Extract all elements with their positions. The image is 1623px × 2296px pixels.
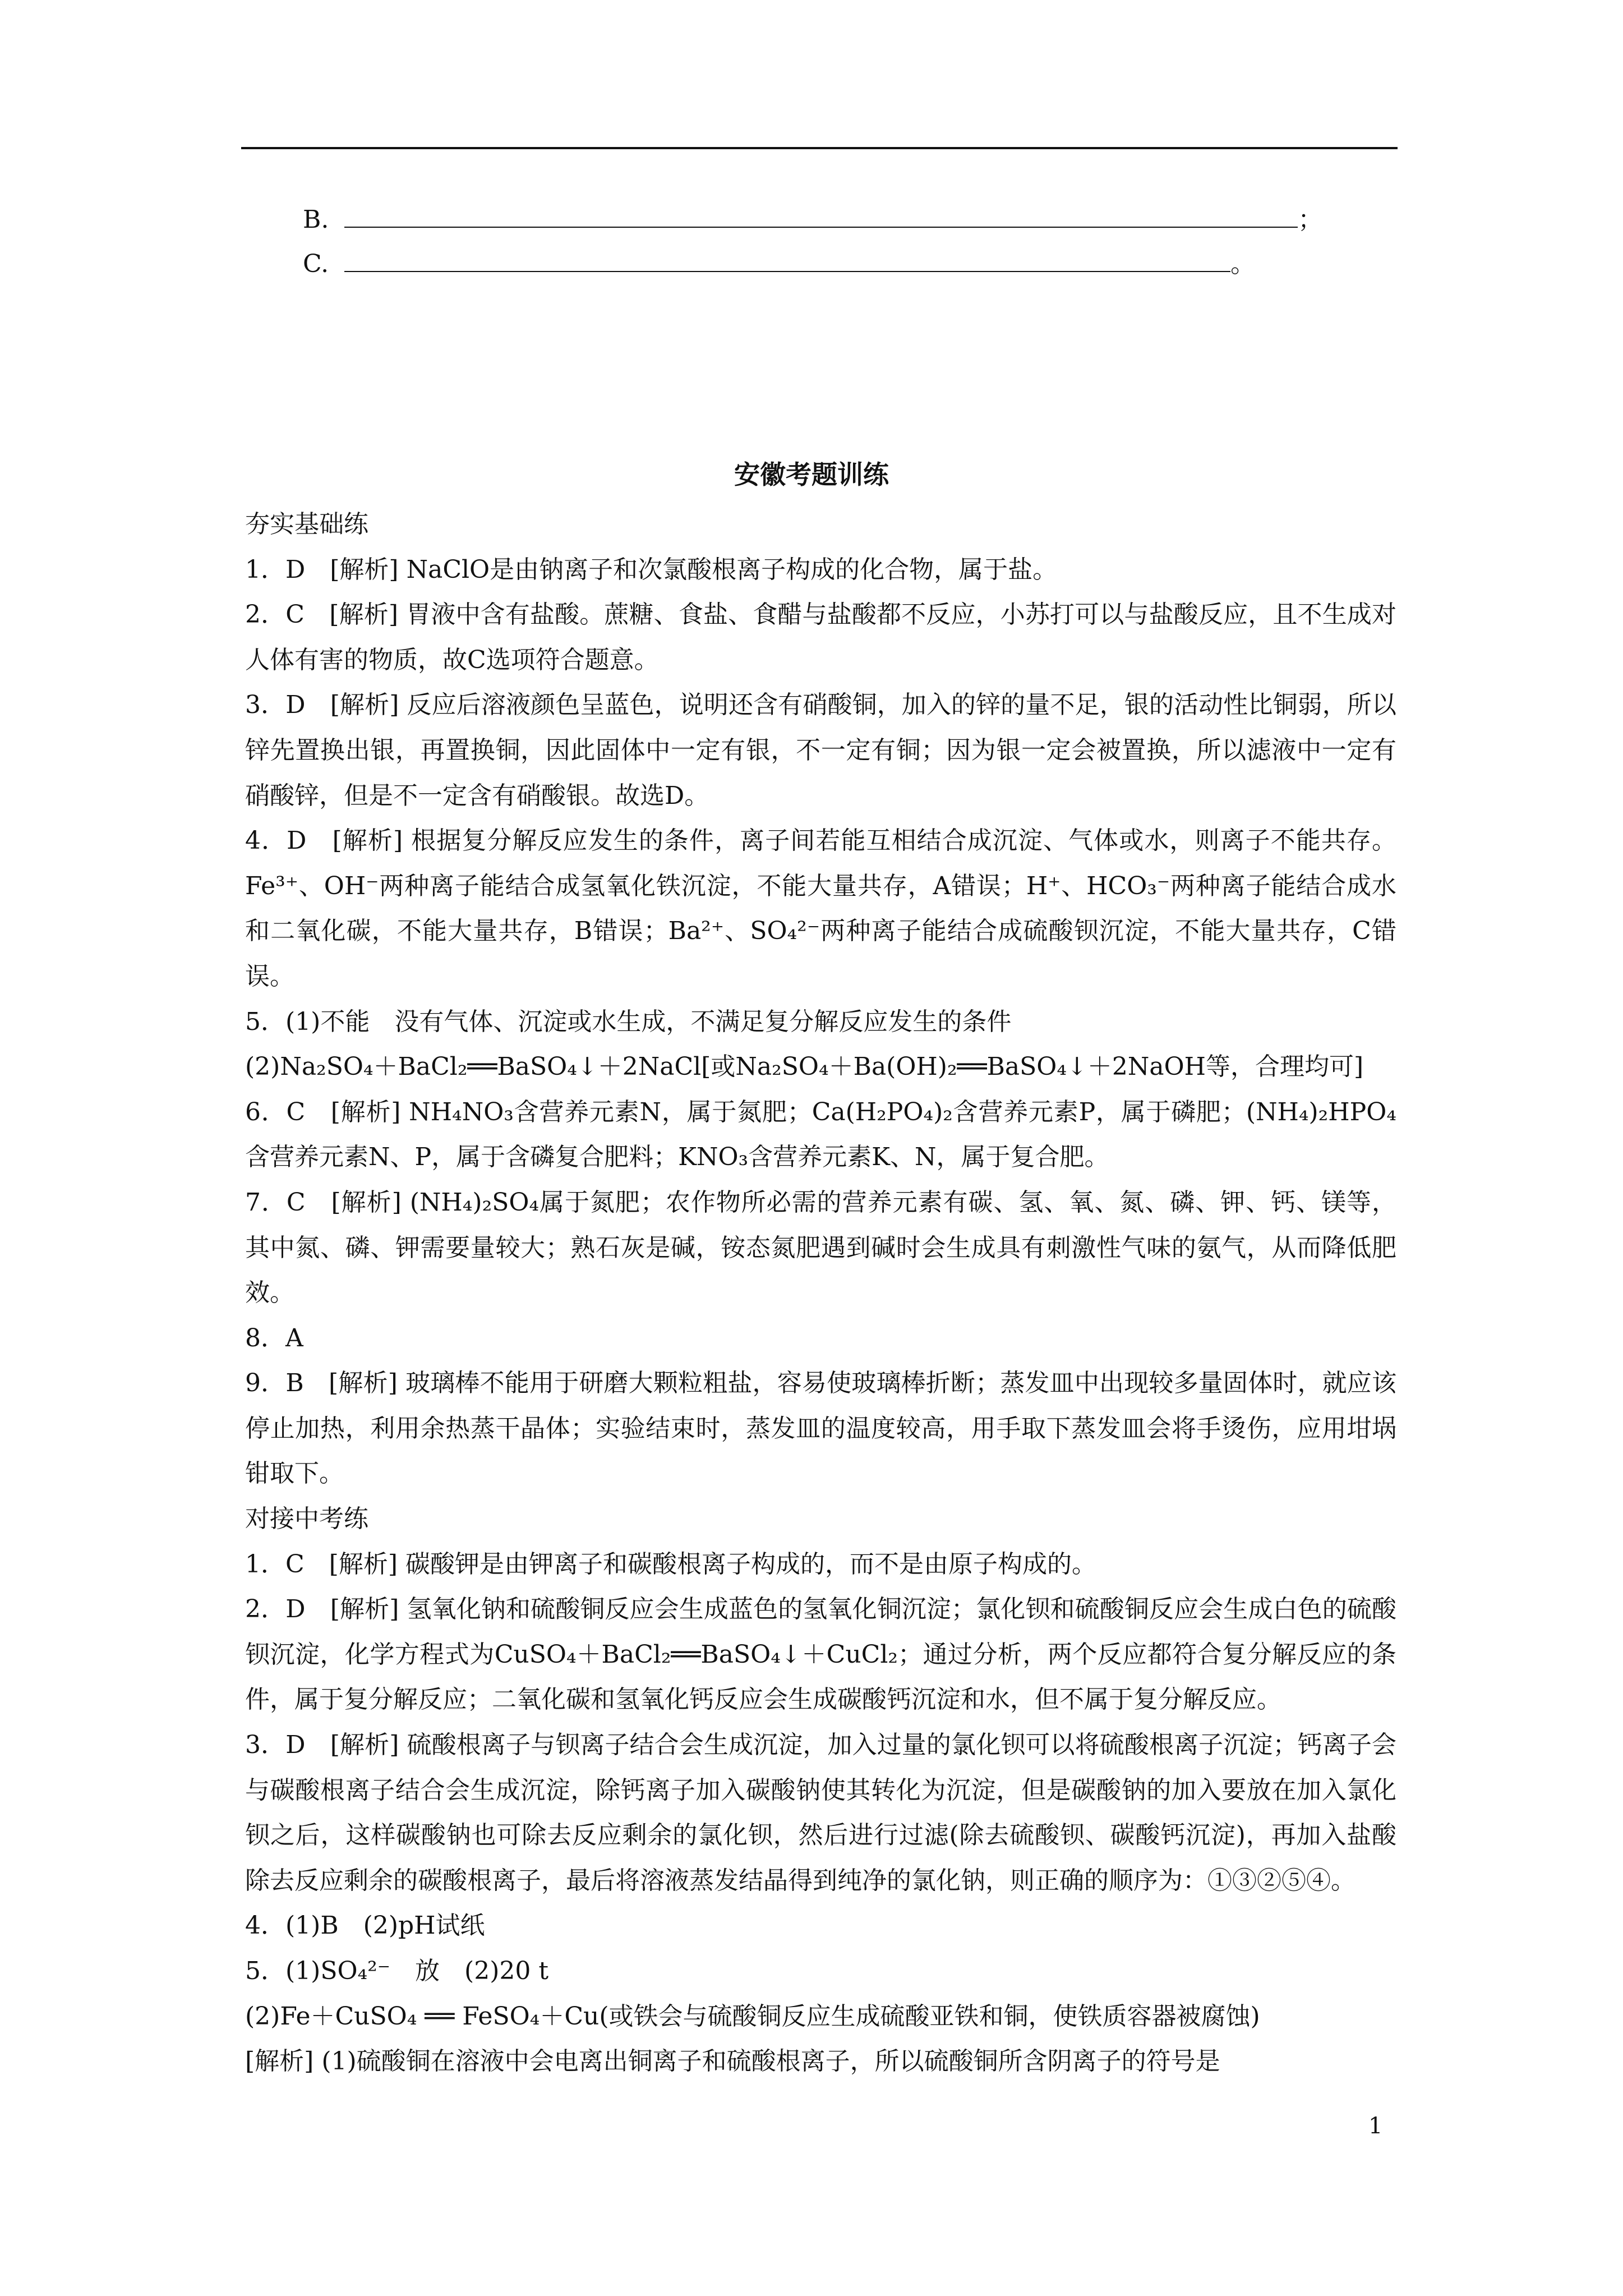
answer-item: 3．D [解析] 硫酸根离子与钡离子结合会生成沉淀，加入过量的氯化钡可以将硫酸根离子沉淀；钙离子会与碳酸根离子结合会生成沉淀，除钙离子加入碳酸钠使其转化为沉淀，但是碳酸钠的加入要放在加入氯化钡之后，这样碳酸钠也可除去反应剩余的氯化钡，然后进行过滤(除去硫酸钡、碳酸钙沉淀)，再加入盐酸除去反应剩余的碳酸根离子，最后将溶液蒸发结晶得到纯净的氯化钠，则正确的顺序为：①③②⑤④。 <box>245 1731 1396 1895</box>
answer-item: 5．(1)不能 没有气体、沉淀或水生成，不满足复分解反应发生的条件 <box>245 1007 1012 1036</box>
answer-item: 8．A <box>245 1323 303 1352</box>
header-rule <box>241 147 1398 149</box>
blank-b-end: ； <box>1298 205 1323 234</box>
blank-b-line <box>303 203 1322 237</box>
answer-item: 4．(1)B (2)pH试纸 <box>245 1911 485 1940</box>
answer-item: 6．C [解析] NH₄NO₃含营养元素N，属于氮肥；Ca(H₂PO₄)₂含营养元素P，属于磷肥；(NH₄)₂HPO₄含营养元素N、P，属于含磷复合肥料；KNO₃含营养元素K、N，属于复合肥。 <box>245 1097 1396 1172</box>
answer-item: [解析] (1)硫酸铜在溶液中会电离出铜离子和硫酸根离子，所以硫酸铜所含阴离子的符号是 <box>245 2047 1220 2076</box>
answer-item: 5．(1)SO₄²⁻ 放 (2)20 t <box>245 1957 549 1985</box>
blank-c-line <box>303 247 1255 281</box>
blank-b-label: B. <box>303 205 329 234</box>
answer-item: 9．B [解析] 玻璃棒不能用于研磨大颗粒粗盐，容易使玻璃棒折断；蒸发皿中出现较多量固体时，就应该停止加热，利用余热蒸干晶体；实验结束时，蒸发皿的温度较高，用手取下蒸发皿会将手烫伤，应用坩埚钳取下。 <box>245 1369 1396 1488</box>
answer-item: 1．D [解析] NaClO是由钠离子和次氯酸根离子构成的化合物，属于盐。 <box>245 555 1058 584</box>
answer-item: 2．D [解析] 氢氧化钠和硫酸铜反应会生成蓝色的氢氧化铜沉淀；氯化钡和硫酸铜反应会生成白色的硫酸钡沉淀，化学方程式为CuSO₄＋BaCl₂══BaSO₄↓＋CuCl₂；通过分析，两个反应都符合复分解反应的条件，属于复分解反应；二氧化碳和氢氧化钙反应会生成碳酸钙沉淀和水，但不属于复分解反应。 <box>245 1595 1396 1714</box>
page-number: 1 <box>1368 2113 1383 2139</box>
answer-item: 4．D [解析] 根据复分解反应发生的条件，离子间若能互相结合成沉淀、气体或水，则离子不能共存。Fe³⁺、OH⁻两种离子能结合成氢氧化铁沉淀，不能大量共存，A错误；H⁺、HCO₃⁻两种离子能结合成水和二氧化碳，不能大量共存，B错误；Ba²⁺、SO₄²⁻两种离子能结合成硫酸钡沉淀，不能大量共存，C错误。 <box>245 826 1396 991</box>
answer-item: (2)Fe＋CuSO₄ ══ FeSO₄＋Cu(或铁会与硫酸铜反应生成硫酸亚铁和铜，使铁质容器被腐蚀) <box>245 2001 1260 2031</box>
answer-item: 7．C [解析] (NH₄)₂SO₄属于氮肥；农作物所必需的营养元素有碳、氢、氧、氮、磷、钾、钙、镁等，其中氮、磷、钾需要量较大；熟石灰是碱，铵态氮肥遇到碱时会生成具有刺激性气味的氨气，从而降低肥效。 <box>245 1188 1396 1308</box>
answer-item: (2)Na₂SO₄＋BaCl₂══BaSO₄↓＋2NaCl[或Na₂SO₄＋Ba(OH)₂══BaSO₄↓＋2NaOH等，合理均可] <box>245 1052 1364 1082</box>
section-heading: 夯实基础练 <box>245 510 368 539</box>
blank-c-fill <box>344 249 1230 272</box>
blank-c-label: C. <box>303 250 329 278</box>
page-title: 安徽考题训练 <box>734 459 889 490</box>
blank-c-end: 。 <box>1230 250 1256 278</box>
answer-item: 2．C [解析] 胃液中含有盐酸。蔗糖、食盐、食醋与盐酸都不反应，小苏打可以与盐酸反应，且不生成对人体有害的物质，故C选项符合题意。 <box>245 600 1396 674</box>
answer-item: 3．D [解析] 反应后溶液颜色呈蓝色，说明还含有硝酸铜，加入的锌的量不足，银的活动性比铜弱，所以锌先置换出银，再置换铜，因此固体中一定有银，不一定有铜；因为银一定会被置换，所以滤液中一定有硝酸锌，但是不一定含有硝酸银。故选D。 <box>245 691 1396 810</box>
section-heading: 对接中考练 <box>245 1504 368 1534</box>
answer-body <box>245 502 1396 2085</box>
answer-item: 1．C [解析] 碳酸钾是由钾离子和碳酸根离子构成的，而不是由原子构成的。 <box>245 1549 1096 1579</box>
blank-b-fill <box>344 204 1298 228</box>
